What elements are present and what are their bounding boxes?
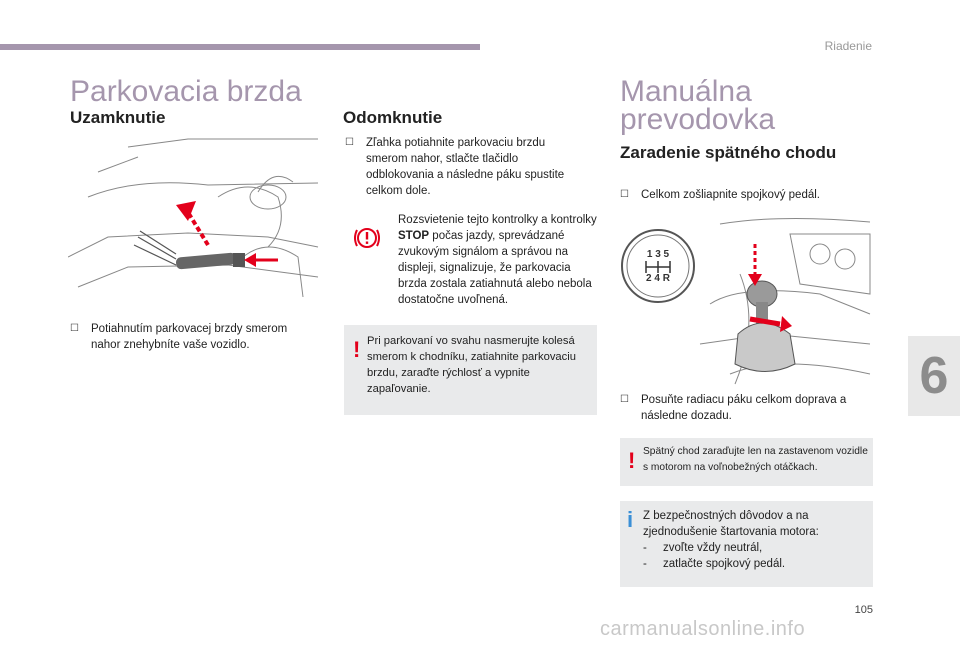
- gear-pattern-bottom: 2 4 R: [646, 273, 670, 284]
- warning-lamp-note: Rozsvietenie tejto kontrolky a kontrolky STOP počas jazdy, sprevádzané zvukovým signálom a správou na displeji, signalizuje, že parkovacia brzda zostala zatiahnutá alebo nebola dostatočne uvoľnená.: [398, 214, 597, 306]
- handbrake-illustration: [68, 137, 323, 307]
- heading-reverse: Zaradenie spätného chodu: [620, 143, 837, 162]
- gear-shift-illustration: [620, 214, 873, 386]
- checkbox-bullet-icon: ☐: [345, 137, 354, 148]
- checkbox-bullet-icon: ☐: [620, 189, 629, 200]
- info-icon: i: [627, 507, 634, 532]
- checkbox-bullet-icon: ☐: [620, 394, 629, 405]
- page-number: 105: [854, 604, 873, 616]
- exclamation-icon: !: [353, 337, 361, 362]
- reverse-warning-box: [620, 438, 873, 486]
- gear-pattern-top: 1 3 5: [646, 249, 670, 260]
- bullet-unlock: ☐ Zľahka potiahnite parkovaciu brzdu smerom nahor, stlačte tlačidlo odblokovania a následne páku spustite celkom dole.: [345, 137, 565, 197]
- page-title-parking-brake: Parkovacia brzda: [70, 75, 302, 108]
- heading-lock: Uzamknutie: [70, 108, 166, 127]
- section-label: Riadenie: [824, 39, 872, 53]
- watermark: carmanualsonline.info: [600, 618, 806, 640]
- info-intro: Z bezpečnostných dôvodov a na zjednodušenie štartovania motora:: [643, 510, 819, 538]
- header-accent-bar: [0, 44, 480, 50]
- bullet-clutch: ☐ Celkom zošliapnite spojkový pedál.: [620, 189, 820, 201]
- info-item: - zvoľte vždy neutrál,: [643, 542, 763, 554]
- slope-warning-box: [344, 325, 597, 415]
- heading-unlock: Odomknutie: [343, 108, 443, 127]
- bullet-lock: ☐ Potiahnutím parkovacej brzdy smerom nahor znehybníte vaše vozidlo.: [70, 323, 288, 351]
- info-item: - zatlačte spojkový pedál.: [643, 558, 786, 570]
- page-title-gearbox-1: Manuálna: [620, 75, 752, 108]
- stop-label: STOP: [398, 230, 430, 242]
- chapter-number: 6: [919, 347, 949, 405]
- brake-warning-lamp-icon: [352, 224, 382, 252]
- checkbox-bullet-icon: ☐: [70, 323, 79, 334]
- exclamation-icon: !: [628, 448, 636, 473]
- slope-warning-text: Pri parkovaní vo svahu nasmerujte kolesá smerom k chodníku, zatiahnite parkovaciu brzdu, zaraďte rýchlosť a vypnite zapaľovanie.: [367, 335, 576, 395]
- info-box: [620, 501, 873, 587]
- page-title-gearbox-2: prevodovka: [620, 103, 776, 136]
- bullet-shift: ☐ Posuňte radiacu páku celkom doprava a následne dozadu.: [620, 394, 847, 422]
- reverse-warning-text: Spätný chod zaraďujte len na zastavenom vozidle s motorom na voľnobežných otáčkach.: [643, 446, 868, 473]
